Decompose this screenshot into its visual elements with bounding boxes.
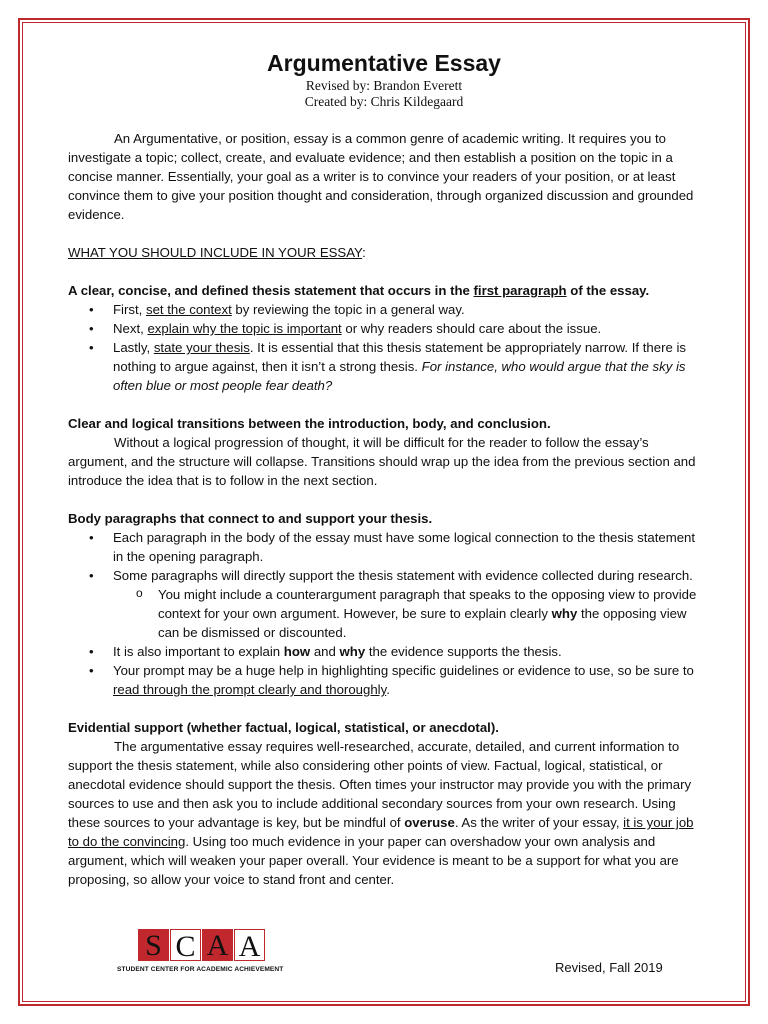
item-text: Lastly, xyxy=(113,340,154,355)
item-text: by reviewing the topic in a general way. xyxy=(231,302,465,317)
revised-by: Revised by: Brandon Everett xyxy=(305,78,463,93)
scaa-logo xyxy=(138,929,266,961)
item-bold: why xyxy=(551,606,578,621)
list-item xyxy=(68,642,700,661)
item-underline: set the context xyxy=(145,302,232,317)
body-sublist xyxy=(113,585,700,642)
thesis-list xyxy=(68,300,700,395)
list-item xyxy=(68,300,700,319)
include-heading-text: WHAT YOU SHOULD INCLUDE IN YOUR ESSAY xyxy=(68,245,363,260)
paragraph-bold: overuse xyxy=(404,815,455,830)
list-item xyxy=(68,585,700,642)
item-text: You might include a counterargument paragraph that speaks to the opposing view to provide context for your own argument. However, be sure to explain clearly xyxy=(158,587,697,621)
item-bold: how xyxy=(283,644,311,659)
transitions-paragraph: Without a logical progression of thought, it will be difficult for the reader to follow the essay’s argument, and the structure will collapse. Transitions should wrap up the idea from the previous section and introduce the idea that is to follow in the next section. xyxy=(68,435,696,488)
body-heading: Body paragraphs that connect to and support your thesis. xyxy=(68,511,433,526)
thesis-heading-post: of the essay. xyxy=(566,283,650,298)
item-text: and xyxy=(310,644,340,659)
page-title: Argumentative Essay xyxy=(267,50,501,76)
paragraph-text: . Using too much evidence in your paper can overshadow your own analysis and argument, which will weaken your paper overall. Your evidence is meant to be a support for what you are proposing, so allow your voice to stand front and center. xyxy=(68,834,679,887)
item-italic: For instance, who would argue that the sky is often blue or most people fear death? xyxy=(113,359,686,393)
paragraph-text: . As the writer of your essay, xyxy=(454,815,624,830)
item-underline: explain why the topic is important xyxy=(147,321,342,336)
item-text: It is also important to explain xyxy=(113,644,284,659)
item-text: . xyxy=(386,682,390,697)
list-item: • Each paragraph in the body of the essay must have some logical connection to the thesis statement in the opening paragraph. xyxy=(68,528,700,566)
item-bold: why xyxy=(339,644,366,659)
thesis-heading xyxy=(68,281,700,300)
logo-letter: C xyxy=(170,929,201,961)
item-text: or why readers should care about the issue. xyxy=(341,321,602,336)
include-heading xyxy=(68,243,700,262)
item-text: Your prompt may be a huge help in highlighting specific guidelines or evidence to use, so be sure to xyxy=(113,663,694,678)
include-heading-colon: : xyxy=(362,245,366,260)
intro-paragraph: An Argumentative, or position, essay is a common genre of academic writing. It requires you to investigate a topic; collect, create, and evaluate evidence; and then establish a position on the topic in a concise manner. Essentially, your goal as a writer is to convince your readers of your position, or at least convince them to give your position thought and consideration, through organized discussion and grounded evidence. xyxy=(68,131,694,222)
item-text: First, xyxy=(113,302,146,317)
document-body xyxy=(68,48,700,889)
item-text: the opposing view can be dismissed or discounted. xyxy=(158,606,687,640)
created-by: Created by: Chris Kildegaard xyxy=(304,94,464,109)
thesis-heading-underline: first paragraph xyxy=(473,283,567,298)
item-text: the evidence supports the thesis. xyxy=(365,644,562,659)
revised-date: Revised, Fall 2019 xyxy=(555,960,663,975)
logo-letter: A xyxy=(234,929,265,961)
list-item xyxy=(68,566,700,642)
paragraph-text: The argumentative essay requires well-researched, accurate, detailed, and current information to support the thesis statement, while also considering other points of view. Factual, logical, statistical, or anecdotal evidence should support the thesis. Often times your instructor may provide you with the primary sources to use and then ask you to include additional secondary sources from your own research. Using these sources to your advantage is key, but be mindful of xyxy=(68,739,692,830)
logo-letter: S xyxy=(138,929,169,961)
list-item xyxy=(68,338,700,395)
list-item xyxy=(68,319,700,338)
evidence-heading: Evidential support (whether factual, logical, statistical, or anecdotal). xyxy=(68,720,499,735)
body-list xyxy=(68,528,700,699)
logo-letter: A xyxy=(202,929,233,961)
item-text: . It is essential that this thesis statement be appropriately narrow. If there is nothing to argue against, then it isn’t a strong thesis. xyxy=(113,340,686,374)
evidence-paragraph xyxy=(68,737,700,889)
logo-subtitle: STUDENT CENTER FOR ACADEMIC ACHIEVEMENT xyxy=(117,966,284,973)
paragraph-underline: it is your job to do the convincing xyxy=(68,815,694,849)
thesis-heading-pre: A clear, concise, and defined thesis statement that occurs in the xyxy=(68,283,474,298)
item-underline: read through the prompt clearly and thoroughly xyxy=(113,682,387,697)
item-text: Next, xyxy=(113,321,148,336)
transitions-heading: Clear and logical transitions between the introduction, body, and conclusion. xyxy=(68,416,551,431)
list-item xyxy=(68,661,700,699)
item-underline: state your thesis xyxy=(153,340,250,355)
item-text: Some paragraphs will directly support the thesis statement with evidence collected during research. xyxy=(113,568,693,583)
